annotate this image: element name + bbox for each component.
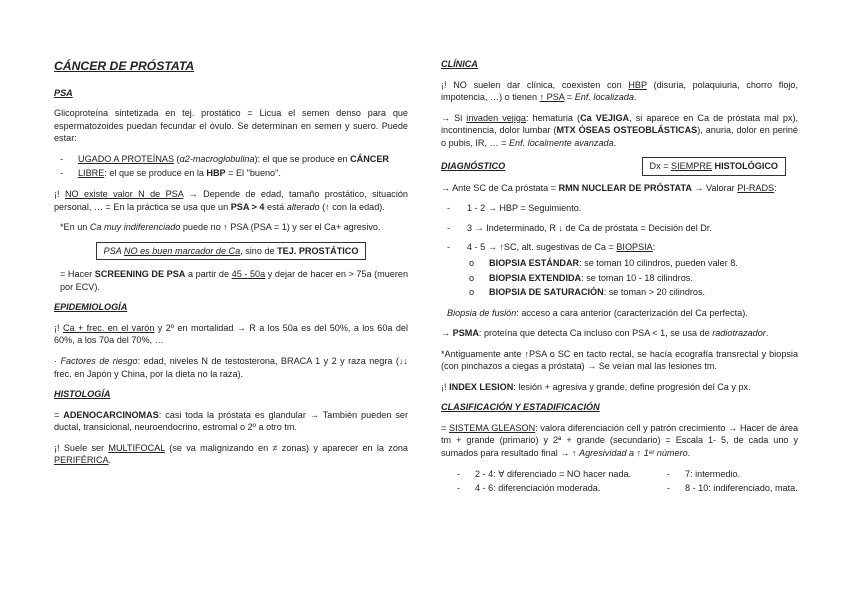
page-title: CÁNCER DE PRÓSTATA [54,59,195,73]
pirads-item: - 1 - 2 → HBP = Seguimiento. [447,203,582,214]
clinic-heading: CLÍNICA [441,59,478,69]
pirads-item: - 3 → Indeterminado, R ↓ de Ca de próstata = Decisión del Dr. [447,222,712,233]
risk-factors: · Factores de riesgo: edad, niveles N de testosterona, BRACA 1 y 2 y raza negra (↓↓ frec. en Japón y China, por la dieta no la raza). [54,356,408,379]
pirads-item: - 4 - 5 → ↑SC, alt. sugestivas de Ca = BIOPSIA: [447,242,656,253]
psa-bullet-free: - LIBRE: el que se produce en la HBP = El "bueno". [54,167,408,180]
gleason-text: = SISTEMA GLEASON: valora diferenciación cell y patrón crecimiento → Hacer de área tm + grande (primario) y 2ª + grande (secundario) = Escala 1- 5, de cada uno y sumados para resultado final → ↑ Agresividad a ↑ 1ᵉʳ número. [441,422,799,459]
fusion-biopsy: Biopsia de fusión: acceso a cara anterior (caracterización del Ca perfecta). [447,307,748,318]
epidemiology-heading: EPIDEMIOLOGÍA [54,302,128,313]
multifocal-text: ¡! Suele ser MULTIFOCAL (se va malignizando en ≠ zonas) y aparecer en la zona PERIFÉRICA. [54,442,408,466]
bullet-dash: - [60,167,64,178]
psa-no-normal-value: ¡! NO existe valor N de PSA → Depende de edad, tamaño prostático, situación personal, … = En la práctica se usa que un PSA > 4 está alterado (↑ con la edad). [54,189,408,212]
diagnosis-row [441,157,798,176]
histology-text: = ADENOCARCINOMAS: casi toda la próstata es glandular → También pueden ser ductal, transicional, neuroendocrino, estromal o 2º a otro tm. [54,409,408,433]
left-column [54,56,408,475]
diagnosis-box: Dx = SIEMPRE HISTOLÓGICO [642,157,786,176]
biopsy-item: o BIOPSIA ESTÁNDAR: se toman 10 cilindros, pueden valer 8. [469,258,738,269]
psa-heading: PSA [54,87,73,98]
psa-bullet-bound: - UGADO A PROTEÍNAS (α2-macroglobulina): el que se produce en CÁNCER [54,153,408,166]
gleason-row: - 4 - 6: diferenciación moderada. - 8 - 10: indiferenciado, mata. [457,483,798,494]
gleason-row: - 2 - 4: ∀ diferenciado = NO hacer nada. - 7: intermedio. [457,468,741,479]
index-lesion: ¡! INDEX LESION: lesión + agresiva y grande, define progresión del Ca y px. [441,381,751,392]
biopsy-item: o BIOPSIA DE SATURACIÓN: se toman > 20 cilindros. [469,287,706,298]
diagnosis-heading: DIAGNÓSTICO [441,161,506,172]
biopsy-item: o BIOPSIA EXTENDIDA: se toman 10 - 18 cilindros. [469,272,693,283]
clinic-text-2: → Si invaden vejiga: hematuria (Ca VEJIGA, si aparece en Ca de próstata mal px), incontinencia, dolor lumbar (MTX ÓSEAS OSTEOBLÁSTICAS), anuria, dolor en periné o pubis, IR, … = Enf. localmente avanzada. [441,112,799,148]
psa-note: *En un Ca muy indiferenciado puede no ↑ PSA (PSA = 1) y ser el Ca+ agresivo. [60,222,381,233]
epidemiology-text: ¡! Ca + frec. en el varón y 2º en mortalidad → R a los 50a es del 50%, a los 60a del 60%, a los 70a del 70%, … [54,322,408,346]
clinic-text-1: ¡! NO suelen dar clínica, coexisten con HBP (disuria, polaquiuria, chorro flojo, impotencia, …) o tienen ↑ PSA = Enf. localizada. [441,79,798,103]
bullet-dash: - [60,154,64,165]
classification-heading: CLASIFICACIÓN Y ESTADIFICACIÓN [441,402,600,413]
rmn-text: → Ante SC de Ca próstata = RMN NUCLEAR DE PRÓSTATA → Valorar PI-RADS: [441,182,777,193]
psa-screening: = Hacer SCREENING DE PSA a partir de 45 - 50a y dejar de hacer en > 75a (mueren por ECV). [60,269,409,292]
right-column [441,56,798,497]
historic-note: *Antiguamente ante ↑PSA o SC en tacto rectal, se hacía ecografía transrectal y biopsia (con pinchazos a ciegas a próstata) → Se veían mal las lesiones tm. [441,348,798,372]
psa-intro: Glicoproteína sintetizada en tej. prostático = Licua el semen denso para que espermatozoides puedan fecundar el óvulo. Se determinan en semen y suero. Puede estar: [54,108,408,144]
histology-heading: HISTOLOGÍA [54,389,111,400]
psa-marker-box: PSA NO es buen marcador de Ca, sino de TEJ. PROSTÁTICO [54,242,408,261]
psma-text: → PSMA: proteína que detecta Ca incluso con PSA < 1, se usa de radiotrazador. [441,328,769,339]
